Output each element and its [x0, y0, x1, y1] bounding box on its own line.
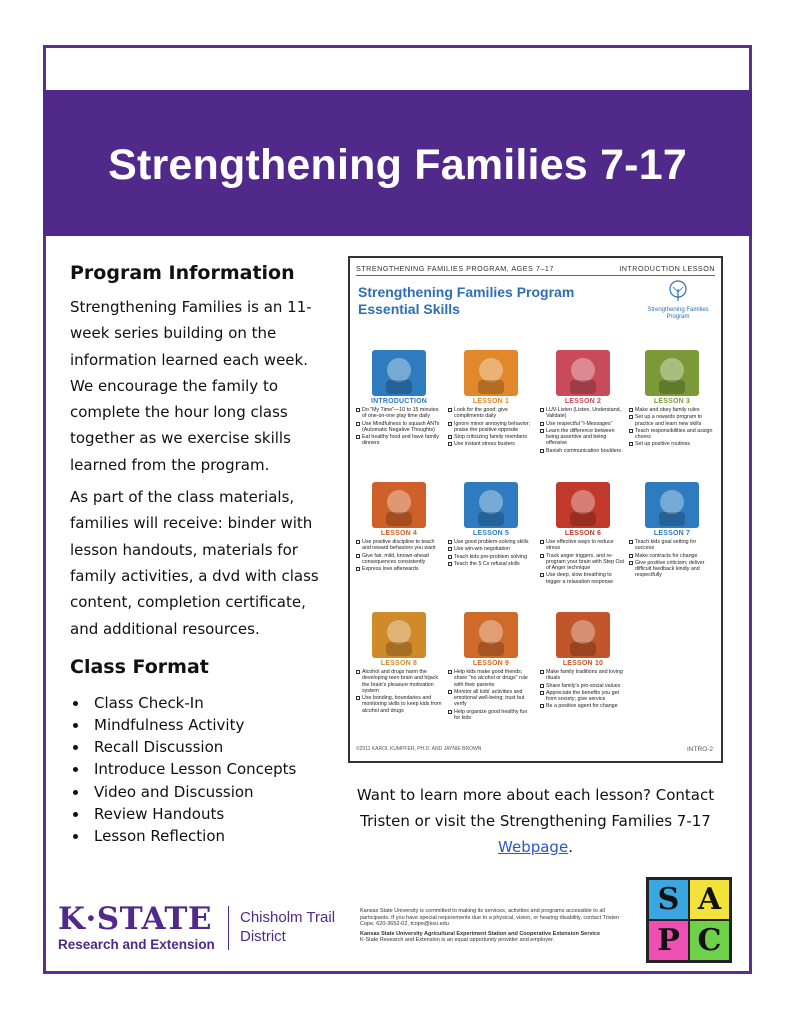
lesson-skill-text: Teach kids pre-problem solving [454, 553, 528, 560]
equal-opportunity-text: K-State Research and Extension is an equal opportunity provider and employer. [360, 937, 555, 943]
checkbox-icon [448, 435, 452, 439]
lesson-illustration-icon [645, 350, 699, 396]
sapc-letter-c: C [689, 920, 730, 961]
lesson-skill-list [540, 669, 626, 710]
experiment-station-text: Kansas State University Agricultural Experiment Station and Cooperative Extension Service [360, 930, 601, 937]
list-item [540, 407, 626, 420]
lesson-skill-text: Teach kids goal setting for success [635, 539, 697, 552]
list-item-label: Class Check-In [94, 693, 204, 712]
checkbox-icon [540, 422, 544, 426]
sapc-letter-s: S [648, 879, 689, 920]
program-info-column [70, 262, 332, 847]
list-item [629, 553, 715, 559]
list-item [629, 441, 715, 447]
checkbox-icon [540, 691, 544, 695]
lesson-name: LESSON 4 [380, 530, 418, 537]
checkbox-icon [629, 540, 633, 544]
accessibility-text: Kansas State University is committed to making its services, activities and programs accessible to all participants. If you have special requirements due to a physical, vision, or hearing disability, contact Tristen Cope, 620-3652-02, tcope@ksu.edu. [360, 908, 620, 927]
list-item-label: Review Handouts [94, 804, 225, 823]
checkbox-icon [540, 704, 544, 708]
lesson-illustration-icon [556, 350, 610, 396]
checkbox-icon [540, 429, 544, 433]
list-item [70, 692, 332, 714]
lesson-illustration-icon [556, 612, 610, 658]
handout-divider [356, 275, 715, 276]
learn-more-end: . [568, 838, 573, 856]
lesson-name: INTRODUCTION [370, 398, 428, 405]
handout-logo-text: Strengthening Families Program [647, 307, 709, 320]
lesson-card [629, 482, 715, 580]
lesson-skill-text: Use bonding, boundaries and monitoring skills to keep kids from alcohol and drugs [362, 695, 442, 714]
list-item [70, 714, 332, 736]
list-item [540, 572, 626, 585]
sapc-letter-a: A [689, 879, 730, 920]
checkbox-icon [540, 449, 544, 453]
list-item [540, 669, 626, 682]
district-line-2: District [240, 928, 286, 945]
bullet-icon [73, 834, 78, 839]
lesson-name: LESSON 2 [564, 398, 602, 405]
list-item [629, 428, 715, 441]
checkbox-icon [629, 415, 633, 419]
lesson-name: LESSON 7 [653, 530, 691, 537]
checkbox-icon [629, 442, 633, 446]
lesson-name: LESSON 8 [380, 660, 418, 667]
lesson-skill-text: Be a positive agent for change [546, 703, 618, 710]
checkbox-icon [356, 554, 360, 558]
checkbox-icon [356, 696, 360, 700]
lesson-illustration-icon [372, 612, 426, 658]
list-item [448, 441, 534, 447]
checkbox-icon [356, 435, 360, 439]
list-item [448, 669, 534, 688]
bullet-icon [73, 790, 78, 795]
list-item-label: Lesson Reflection [94, 827, 226, 846]
checkbox-icon [448, 442, 452, 446]
list-item [356, 669, 442, 694]
checkbox-icon [356, 408, 360, 412]
lesson-illustration-icon [464, 350, 518, 396]
list-item [448, 539, 534, 545]
list-item [540, 539, 626, 552]
lesson-skill-list [448, 539, 534, 567]
lesson-name: LESSON 9 [472, 660, 510, 667]
learn-more-sentence: Want to learn more about each lesson? Contact Tristen or visit the Strengthening Families 7-17 [356, 786, 715, 830]
list-item [540, 683, 626, 689]
accessibility-notice [360, 908, 632, 944]
handout-copyright: ©2011 KAROL KUMPFER, PH.D. AND JAYNIE BROWN [356, 746, 482, 752]
lesson-skill-text: LUV-Listen (Listen, Understand, Validate) [546, 407, 622, 420]
lesson-skill-text: Do "My Time"—10 to 15 minutes of one-on-one play time daily [362, 407, 439, 420]
class-format-heading: Class Format [70, 655, 209, 678]
lesson-illustration-icon [372, 482, 426, 528]
lesson-skill-text: Appreciate the benefits you get from society; give service [546, 689, 620, 703]
kstate-brand: K·STATE [58, 901, 213, 937]
checkbox-icon [448, 562, 452, 566]
lesson-skill-list [629, 539, 715, 579]
lesson-skill-text: Alcohol and drugs harm the developing teen brain and hijack the brain's pleasure motivation system [362, 669, 438, 694]
checkbox-icon [448, 690, 452, 694]
handout-lesson-label: INTRODUCTION LESSON [619, 264, 715, 273]
list-item [356, 539, 442, 552]
checkbox-icon [448, 547, 452, 551]
lesson-skill-text: Make and obey family rules [635, 407, 700, 413]
lesson-illustration-icon [556, 482, 610, 528]
lesson-skill-text: Look for the good; give compliments daily [454, 407, 508, 420]
lesson-skill-list [629, 407, 715, 448]
list-item [70, 758, 332, 780]
lesson-skill-text: Make contracts for change [635, 552, 698, 559]
webpage-link[interactable]: Webpage [498, 838, 569, 856]
title-banner [43, 90, 752, 236]
lesson-card [540, 612, 626, 711]
list-item [356, 421, 442, 434]
list-item [356, 553, 442, 566]
list-item [70, 781, 332, 803]
lesson-skill-list [448, 407, 534, 448]
list-item [540, 428, 626, 447]
district-name [240, 908, 335, 946]
handout-page-number: INTRO-2 [687, 746, 713, 753]
checkbox-icon [448, 710, 452, 714]
lesson-skill-text: Set up a rewards program to practice and learn new skills [635, 414, 703, 427]
list-item [540, 553, 626, 572]
lesson-skill-text: Help organize good healthy fun for kids [454, 708, 528, 722]
checkbox-icon [540, 540, 544, 544]
list-item [70, 825, 332, 847]
lesson-skill-list [356, 407, 442, 447]
lesson-skill-text: Teach responsibilities and assign chores [635, 427, 713, 441]
learn-more-text [343, 782, 728, 860]
lesson-name: LESSON 1 [472, 398, 510, 405]
list-item-label: Introduce Lesson Concepts [94, 760, 297, 779]
lesson-skill-list [540, 407, 626, 454]
list-item [448, 434, 534, 440]
lesson-skill-text: Set up positive routines [635, 441, 691, 448]
page-title: Strengthening Families 7-17 [108, 140, 687, 189]
lesson-illustration-icon [464, 482, 518, 528]
list-item [540, 448, 626, 454]
lesson-skill-text: Eat healthy food and have family dinners [362, 434, 439, 447]
checkbox-icon [356, 422, 360, 426]
lesson-skill-text: Ignore minor annoying behavior; praise the positive opposite [454, 420, 530, 433]
lesson-skill-text: Express love afterwards [362, 566, 419, 573]
list-item [70, 736, 332, 758]
lesson-skill-text: Share family's pro-social values [546, 682, 621, 689]
lesson-skill-text: Use effective ways to reduce stress [546, 539, 614, 552]
tree-icon [665, 280, 691, 302]
lesson-skill-list [448, 669, 534, 721]
checkbox-icon [629, 429, 633, 433]
list-item-label: Recall Discussion [94, 738, 224, 757]
lesson-skill-text: Use good problem-solving skills [454, 539, 529, 545]
program-info-heading: Program Information [70, 262, 295, 284]
lesson-skill-list [540, 539, 626, 585]
list-item [356, 407, 442, 420]
lesson-skill-text: Monitor all kids' activities and emotional well-being; trust but verify [454, 688, 525, 708]
list-item [448, 561, 534, 567]
checkbox-icon [629, 561, 633, 565]
list-item [356, 566, 442, 572]
list-item-label: Video and Discussion [94, 782, 254, 801]
checkbox-icon [540, 670, 544, 674]
bullet-icon [73, 767, 78, 772]
kstate-subtitle: Research and Extension [58, 937, 215, 952]
bullet-icon [73, 812, 78, 817]
lesson-name: LESSON 5 [472, 530, 510, 537]
checkbox-icon [629, 408, 633, 412]
list-item [448, 546, 534, 552]
list-item [629, 560, 715, 579]
list-item [540, 703, 626, 709]
checkbox-icon [448, 670, 452, 674]
checkbox-icon [540, 684, 544, 688]
checkbox-icon [540, 408, 544, 412]
checkbox-icon [448, 540, 452, 544]
list-item [356, 434, 442, 447]
lesson-name: LESSON 10 [562, 660, 604, 667]
list-item [356, 695, 442, 714]
lesson-skill-text: Use instant stress busters [454, 441, 515, 448]
list-item [70, 803, 332, 825]
bullet-icon [73, 701, 78, 706]
checkbox-icon [540, 554, 544, 558]
list-item [448, 421, 534, 434]
lesson-skill-text: Teach the 5 Cs refusal skills [454, 560, 520, 567]
lesson-card [540, 350, 626, 455]
lesson-skill-text: Banish communication boulders [546, 447, 622, 454]
checkbox-icon [356, 670, 360, 674]
handout-header [356, 264, 715, 273]
checkbox-icon [448, 422, 452, 426]
lesson-card [356, 350, 442, 448]
checkbox-icon [629, 554, 633, 558]
bullet-icon [73, 745, 78, 750]
lesson-skill-text: Use deep, slow breathing to trigger a relaxation response [546, 572, 614, 585]
lesson-skill-text: Use win-win negotiation [454, 546, 510, 553]
lesson-illustration-icon [645, 482, 699, 528]
lesson-card [448, 350, 534, 449]
list-item [448, 689, 534, 708]
lesson-illustration-icon [464, 612, 518, 658]
program-info-paragraph: Strengthening Families is an 11-week series building on the information learned each week. We encourage the family to complete the hour long class together as we exercise skills learned from the program. [70, 298, 312, 474]
lesson-card [356, 612, 442, 715]
lesson-skill-text: Give positive criticism; deliver difficult feedback kindly and respectfully [635, 559, 705, 579]
lesson-skill-text: Use respectful "I-Messages" [546, 420, 613, 427]
lesson-card [629, 350, 715, 449]
lesson-skill-text: Make family traditions and loving rituals [546, 669, 623, 682]
list-item [629, 407, 715, 413]
lesson-name: LESSON 3 [653, 398, 691, 405]
lesson-skill-text: Track anger triggers, and re-program your brain with Step Out of Anger technique [546, 552, 625, 572]
lesson-card [448, 482, 534, 568]
lesson-name: LESSON 6 [564, 530, 602, 537]
handout-logo [643, 280, 713, 321]
list-item [540, 421, 626, 427]
lesson-skill-text: Help kids make good friends; share "no alcohol or drugs" rule with their parents [454, 669, 528, 688]
lesson-skill-text: Stop criticizing family members [454, 434, 527, 441]
checkbox-icon [356, 540, 360, 544]
list-item [448, 407, 534, 420]
lesson-skill-list [356, 669, 442, 714]
lesson-card [356, 482, 442, 573]
list-item-label: Mindfulness Activity [94, 716, 245, 735]
lesson-card [540, 482, 626, 586]
list-item [629, 414, 715, 427]
checkbox-icon [356, 567, 360, 571]
lesson-card [448, 612, 534, 722]
kstate-logo [58, 901, 215, 952]
list-item [448, 709, 534, 722]
lesson-skill-text: Give fair, mild, known-ahead consequences consistently [362, 552, 429, 565]
materials-paragraph: As part of the class materials, families will receive: binder with lesson handouts, materials for family activities, a dvd with class content, completion certificate, and additional resources. [70, 488, 319, 638]
class-format-list [70, 692, 332, 847]
sapc-letter-p: P [648, 920, 689, 961]
logo-divider [228, 906, 229, 950]
checkbox-icon [540, 573, 544, 577]
list-item [540, 690, 626, 703]
checkbox-icon [448, 408, 452, 412]
lesson-skill-list [356, 539, 442, 572]
district-line-1: Chisholm Trail [240, 909, 336, 926]
handout-title: Strengthening Families Program Essential Skills [358, 284, 575, 317]
sapc-logo [646, 877, 732, 963]
essential-skills-handout [348, 256, 723, 763]
lesson-illustration-icon [372, 350, 426, 396]
handout-program-label: STRENGTHENING FAMILIES PROGRAM, AGES 7–17 [356, 264, 554, 273]
checkbox-icon [448, 555, 452, 559]
lesson-skill-text: Learn the difference between being assertive and being offensive [546, 427, 615, 447]
list-item [448, 554, 534, 560]
lesson-skill-text: Use positive discipline to teach and reward behaviors you want [362, 539, 436, 552]
list-item [629, 539, 715, 552]
bullet-icon [73, 723, 78, 728]
lesson-skill-text: Use Mindfulness to squash ANTs (Automatic Negative Thoughts) [362, 420, 440, 433]
